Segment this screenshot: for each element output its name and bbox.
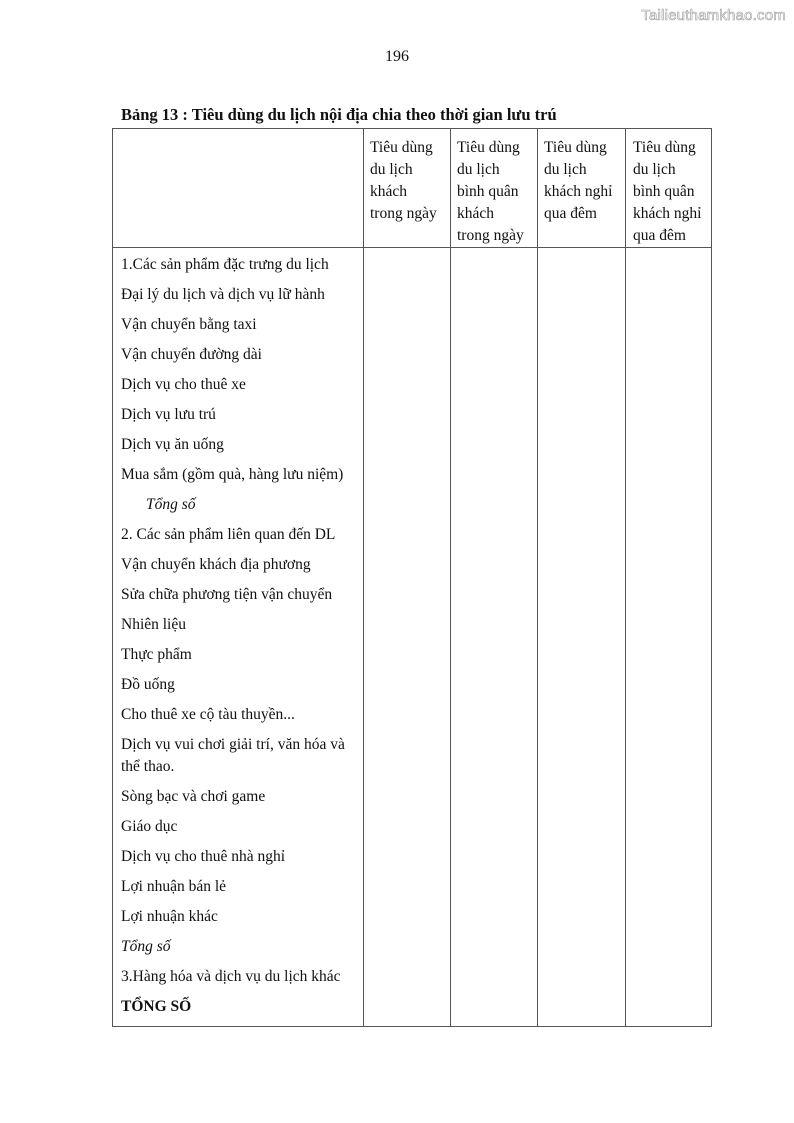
header-text: bình quân [457,183,519,200]
header-text: trong ngày [370,205,437,222]
header-text: bình quân [633,183,695,200]
header-col-overnight-avg [626,129,712,248]
row-label: Sửa chữa phương tiện vận chuyển [121,586,333,603]
header-text: khách [370,183,408,200]
row-label: 2. Các sản phẩm liên quan đến DL [121,526,336,543]
row-label: 3.Hàng hóa và dịch vụ du lịch khác [121,968,341,985]
row-label: 1.Các sản phẩm đặc trưng du lịch [121,256,329,273]
header-text: du lịch [370,161,413,178]
row-subtotal-label: Tổng số [146,496,196,513]
header-text: Tiêu dùng [457,139,520,156]
value-cell [626,248,712,1027]
row-label: Lợi nhuận khác [121,908,218,925]
header-text: Tiêu dùng [633,139,696,156]
row-subtotal-label: Tổng số [121,938,171,955]
header-text: Tiêu dùng [544,139,607,156]
row-label: Dịch vụ lưu trú [121,406,216,423]
header-col-overnight [538,129,626,248]
row-label: Mua sắm (gồm quà, hàng lưu niệm) [121,466,344,483]
row-label: Sòng bạc và chơi game [121,788,266,805]
row-label: Vận chuyển đường dài [121,346,262,363]
header-text: Tiêu dùng [370,139,433,156]
header-text: trong ngày [457,227,524,244]
header-text: khách nghỉ [544,183,613,200]
row-label: Dịch vụ ăn uống [121,436,224,453]
header-text: khách nghỉ [633,205,702,222]
value-cell [538,248,626,1027]
header-text: qua đêm [633,227,686,244]
page-number: 196 [385,48,409,65]
header-col-day-visitor-avg [451,129,538,248]
row-label: Thực phẩm [121,646,192,663]
row-label: Đồ uống [121,676,175,693]
row-label: Dịch vụ cho thuê nhà nghỉ [121,848,286,865]
watermark: Tailieuthamkhao.com [641,7,786,24]
header-text: qua đêm [544,205,597,222]
row-label: Lợi nhuận bán lẻ [121,878,227,895]
table-title: Bảng 13 : Tiêu dùng du lịch nội địa chia theo thời gian lưu trú [121,105,557,124]
row-label: Dịch vụ cho thuê xe [121,376,246,393]
value-cell [364,248,451,1027]
row-label: Cho thuê xe cộ tàu thuyền... [121,706,295,723]
row-labels-cell [113,248,364,1027]
header-text: khách [457,205,495,222]
row-label: Dịch vụ vui chơi giải trí, văn hóa và thể thao. [121,736,345,775]
row-label: Đại lý du lịch và dịch vụ lữ hành [121,286,325,303]
row-label: Nhiên liệu [121,616,186,633]
header-col-day-visitor [364,129,451,248]
consumption-table [112,128,712,1027]
header-empty-cell [113,129,364,248]
row-label: Vận chuyển bằng taxi [121,316,257,333]
table-body-row [113,248,712,1027]
header-text: du lịch [633,161,676,178]
row-label: Vận chuyển khách địa phương [121,556,311,573]
header-text: du lịch [544,161,587,178]
value-cell [451,248,538,1027]
row-label: Giáo dục [121,818,178,835]
table-header-row [113,129,712,248]
row-total-label: TỔNG SỐ [121,998,192,1015]
header-text: du lịch [457,161,500,178]
